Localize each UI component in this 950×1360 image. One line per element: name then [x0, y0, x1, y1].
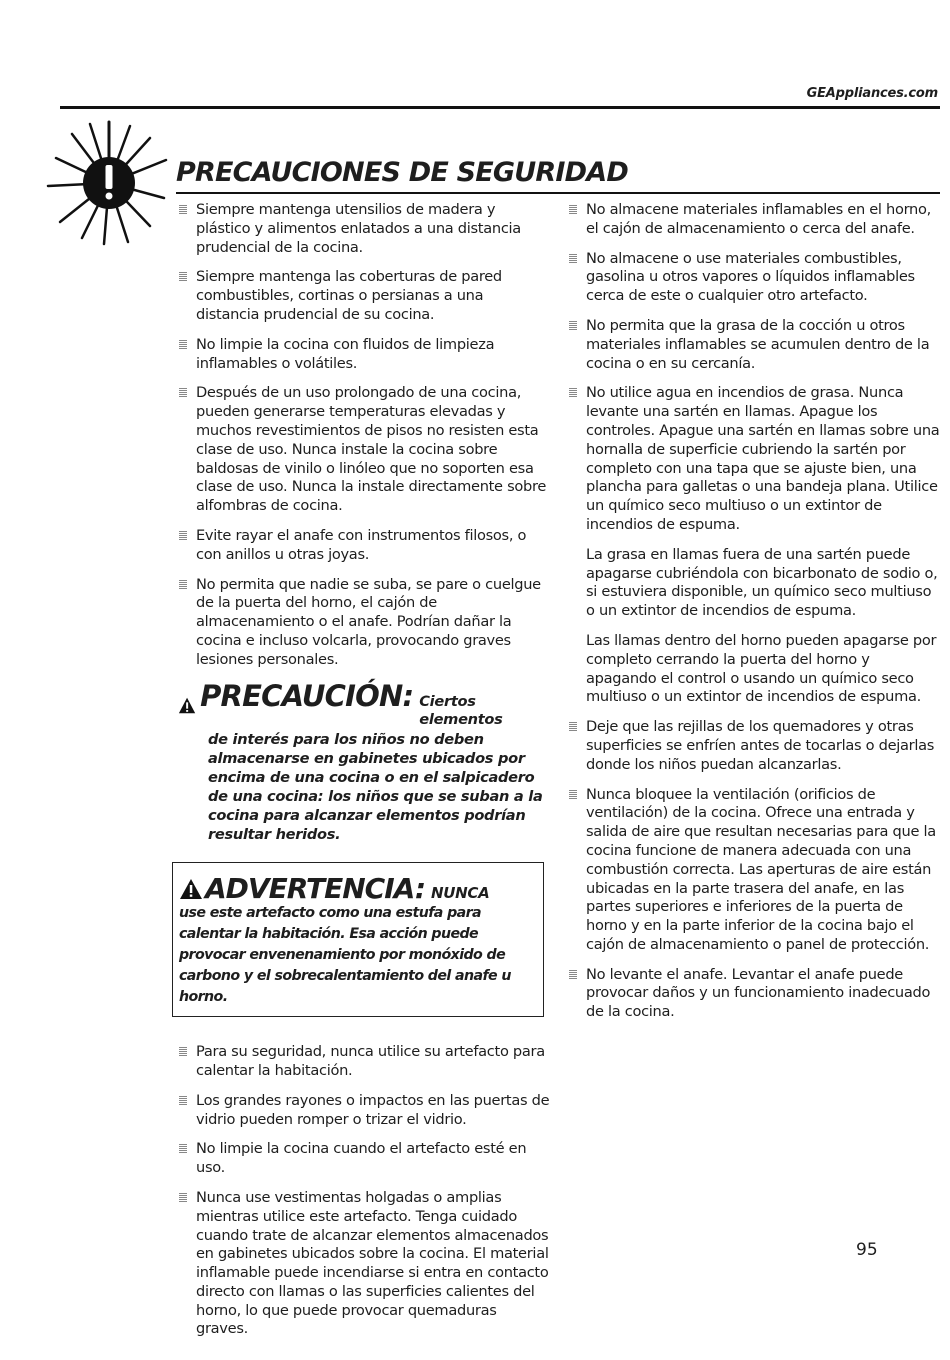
bullet-icon: [569, 205, 577, 214]
list-item: Deje que las rejillas de los quemadores y otras superficies se enfríen antes de tocarlas o dejarlas donde los niños puedan alcanzarlas.: [568, 718, 942, 774]
bullet-icon: [569, 321, 577, 330]
warning-box: [172, 862, 544, 1017]
warning-burst-icon: [46, 120, 172, 246]
bullet-icon: [569, 970, 577, 979]
page-title: PRECAUCIONES DE SEGURIDAD: [176, 157, 628, 188]
caution-lead: Ciertos elementos: [419, 692, 503, 729]
bullet-icon: [179, 1096, 187, 1105]
bullet-icon: [179, 272, 187, 281]
list-item: No almacene materiales inflamables en el horno, el cajón de almacenamiento o cerca del anafe.: [568, 201, 942, 239]
list-item: No utilice agua en incendios de grasa. Nunca levante una sartén en llamas. Apague los controles. Apague una sartén en llamas sobre una hornalla de superficie cubriendo la sartén por completo con una tapa que se ajuste bien, una plancha para galletas o una bandeja plana. Utilice un químico seco multiuso o un extintor de incendios de espuma.: [568, 384, 942, 534]
caution-heading: PRECAUCIÓN:: [200, 678, 414, 713]
paragraph: Las llamas dentro del horno pueden apagarse por completo cerrando la puerta del horno y apagando el control o usando un químico seco multiuso o un extintor de incendios de espuma.: [586, 631, 937, 706]
bullet-icon: [569, 388, 577, 397]
caution-notice: [178, 678, 550, 845]
site-url: GEAppliances.com: [806, 86, 938, 101]
bullet-icon: [179, 531, 187, 540]
bullet-icon: [569, 790, 577, 799]
list-item: Siempre mantenga las coberturas de pared combustibles, cortinas o persianas a una distancia prudencial de su cocina.: [178, 268, 550, 324]
bullet-icon: [569, 254, 577, 263]
warning-heading: ADVERTENCIA:: [205, 872, 426, 906]
bullet-icon: [569, 722, 577, 731]
bullet-icon: [179, 388, 187, 397]
list-item: No almacene o use materiales combustibles, gasolina u otros vapores o líquidos inflamables cerca de este o cualquier otro artefacto.: [568, 250, 942, 306]
list-item: Nunca bloquee la ventilación (orificios de ventilación) de la cocina. Ofrece una entrada y salida de aire que resultan necesarias para que la cocina funcione de manera adecuada con una combustión correcta. Las aperturas de aire están ubicadas en la parte trasera del anafe, en las partes superiores e inferiores de la puerta de horno y en la parte inferior de la cocina bajo el cajón de almacenamiento o panel de protección.: [568, 786, 942, 955]
caution-triangle-icon: [178, 696, 196, 715]
bullet-icon: [179, 205, 187, 214]
list-item: Siempre mantenga utensilios de madera y plástico y alimentos enlatados a una distancia prudencial de la cocina.: [178, 201, 550, 257]
list-item: Evite rayar el anafe con instrumentos filosos, o con anillos u otras joyas.: [178, 527, 550, 565]
warning-triangle-icon: [179, 878, 203, 900]
left-column: [178, 201, 550, 1350]
bullet-icon: [179, 580, 187, 589]
page-number: 95: [856, 1240, 878, 1260]
list-item: Nunca use vestimentas holgadas o amplias mientras utilice este artefacto. Tenga cuidado cuando trate de alcanzar elementos almacenados en gabinetes ubicados sobre la cocina. El material inflamable puede incendiarse si entra en contacto directo con llamas o las superficies calientes del horno, lo que puede provocar quemaduras graves.: [178, 1189, 550, 1339]
list-item: Los grandes rayones o impactos en las puertas de vidrio pueden romper o trizar el vidrio.: [178, 1092, 550, 1130]
right-column: [568, 201, 942, 1033]
list-item: No permita que la grasa de la cocción u otros materiales inflamables se acumulen dentro de la cocina o en su cercanía.: [568, 317, 942, 373]
warning-lead: NUNCA: [431, 884, 490, 903]
bullet-icon: [179, 1144, 187, 1153]
list-item: No limpie la cocina cuando el artefacto esté en uso.: [178, 1140, 550, 1178]
bullet-icon: [179, 340, 187, 349]
paragraph: La grasa en llamas fuera de una sartén puede apagarse cubriéndola con bicarbonato de sodio o, si estuviera disponible, un químico seco multiuso o un extintor de incendios de espuma.: [586, 545, 938, 620]
list-item: No levante el anafe. Levantar el anafe puede provocar daños y un funcionamiento inadecuado de la cocina.: [568, 966, 942, 1022]
list-item: No limpie la cocina con fluidos de limpieza inflamables o volátiles.: [178, 336, 550, 374]
caution-body: de interés para los niños no deben almacenarse en gabinetes ubicados por encima de una cocina o en el salpicadero de una cocina: los niños que se suban a la cocina para alcanzar elementos podrían resultar heridos.: [208, 731, 543, 844]
list-item: No permita que nadie se suba, se pare o cuelgue de la puerta del horno, el cajón de almacenamiento o el anafe. Podrían dañar la cocina e incluso volcarla, provocando graves lesiones personales.: [178, 576, 550, 670]
list-item: Para su seguridad, nunca utilice su artefacto para calentar la habitación.: [178, 1043, 550, 1081]
bullet-icon: [179, 1047, 187, 1056]
warning-body: use este artefacto como una estufa para calentar la habitación. Esa acción puede provocar envenenamiento por monóxido de carbono y el sobrecalentamiento del anafe u horno.: [179, 905, 511, 1006]
header-rule: [60, 106, 940, 109]
title-rule: [176, 192, 940, 194]
bullet-icon: [179, 1193, 187, 1202]
list-item: Después de un uso prolongado de una cocina, pueden generarse temperaturas elevadas y muchos revestimientos de pisos no resisten esta clase de uso. Nunca instale la cocina sobre baldosas de vinilo o linóleo que no soporten esa clase de uso. Nunca la instale directamente sobre alfombras de cocina.: [178, 384, 550, 516]
